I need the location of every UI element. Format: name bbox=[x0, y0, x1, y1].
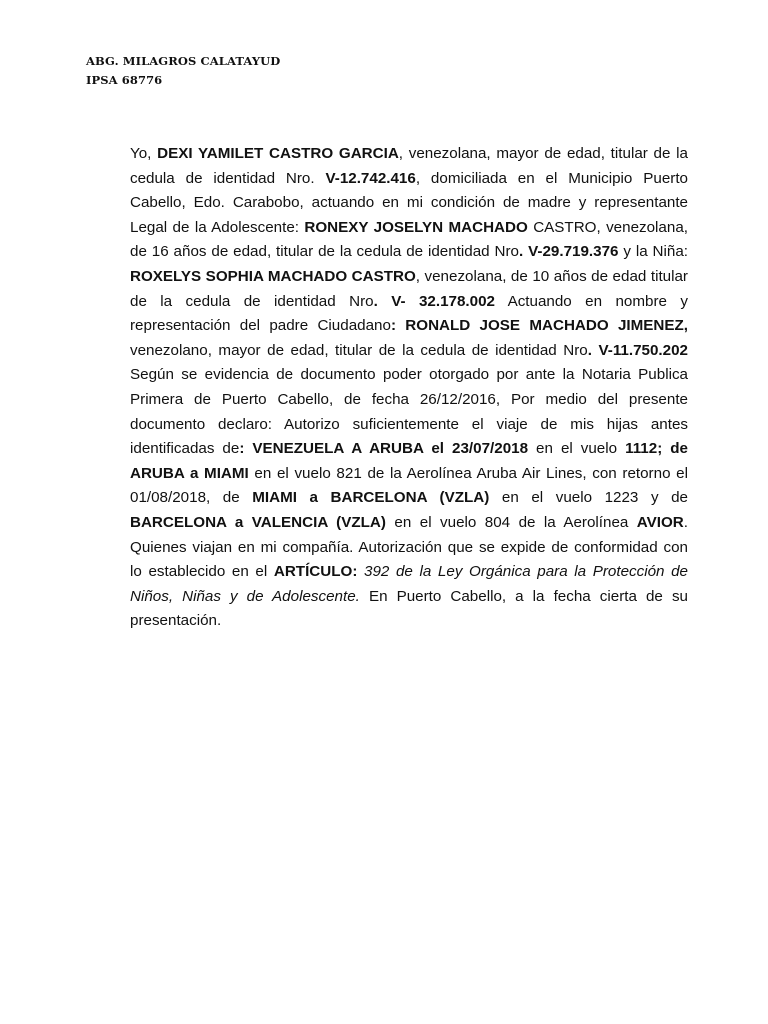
airline-name: AVIOR bbox=[636, 513, 684, 531]
route-outbound-2: 1112; de ARUBA a MIAMI bbox=[130, 440, 688, 482]
text-segment: Yo, bbox=[130, 145, 158, 162]
article-label: ARTÍCULO: bbox=[273, 563, 358, 581]
text-segment: en el vuelo 804 de la Aerolínea bbox=[385, 513, 637, 531]
text-segment: , venezolana, mayor de edad, titular de la cedula de identidad Nro. bbox=[130, 145, 688, 187]
text-segment: , venezolana, de 10 años de edad titular de la cedula de identidad Nro bbox=[130, 267, 688, 310]
text-segment: venezolano, mayor de edad, titular de la cedula de identidad Nro bbox=[130, 341, 588, 359]
father-id: . V-11.750.202 bbox=[587, 341, 688, 359]
text-segment: , domiciliada en el Municipio Puerto Cabello, Edo. Carabobo, actuando en mi condición de madre y representante Legal de la Adolescente: bbox=[130, 169, 688, 236]
mother-name: DEXI YAMILET CASTRO GARCIA bbox=[157, 145, 399, 162]
text-segment: en el vuelo bbox=[528, 440, 626, 458]
attorney-name: ABG. MILAGROS CALATAYUD bbox=[86, 54, 281, 68]
route-outbound-1: : VENEZUELA A ARUBA el 23/07/2018 bbox=[239, 440, 529, 458]
text-segment: CASTRO, venezolana, de 16 años de edad, titular de la cedula de identidad Nro bbox=[130, 218, 688, 261]
authorization-paragraph bbox=[130, 142, 688, 634]
child-id: . V- 32.178.002 bbox=[373, 292, 495, 310]
adolescent-name: RONEXY JOSELYN MACHADO bbox=[304, 218, 528, 236]
text-segment: En Puerto Cabello, a la fecha cierta de su presentación. bbox=[130, 587, 688, 630]
text-segment: y la Niña: bbox=[618, 243, 688, 261]
mother-id: V-12.742.416 bbox=[325, 169, 416, 187]
child-name: ROXELYS SOPHIA MACHADO CASTRO bbox=[130, 267, 416, 285]
text-segment: . Quienes viajan en mi compañía. Autorización que se expide de conformidad con lo establecido en el bbox=[130, 513, 689, 581]
route-return-2: BARCELONA a VALENCIA (VZLA) bbox=[130, 513, 386, 531]
law-reference: 392 de la Ley Orgánica para la Protección de Niños, Niñas y de Adolescente. bbox=[130, 563, 688, 605]
ipsa-number: IPSA 68776 bbox=[86, 73, 163, 87]
text-segment: en el vuelo 1223 y de bbox=[489, 489, 688, 507]
text-segment: en el vuelo 821 de la Aerolínea Aruba Air Lines, con retorno el 01/08/2018, de bbox=[130, 464, 688, 507]
text-segment: Actuando en nombre y representación del padre Ciudadano bbox=[130, 292, 688, 335]
route-return-1: MIAMI a BARCELONA (VZLA) bbox=[252, 489, 490, 507]
text-segment: Según se evidencia de documento poder otorgado por ante la Notaria Publica Primera de Puerto Cabello, de fecha 26/12/2016, Por medio del presente documento declaro: Autorizo suficientemente el viaje de mis hijas antes identificadas de bbox=[130, 366, 688, 458]
letterhead bbox=[86, 52, 280, 90]
adolescent-id: . V-29.719.376 bbox=[519, 243, 619, 261]
father-name: : RONALD JOSE MACHADO JIMENEZ, bbox=[390, 317, 688, 335]
